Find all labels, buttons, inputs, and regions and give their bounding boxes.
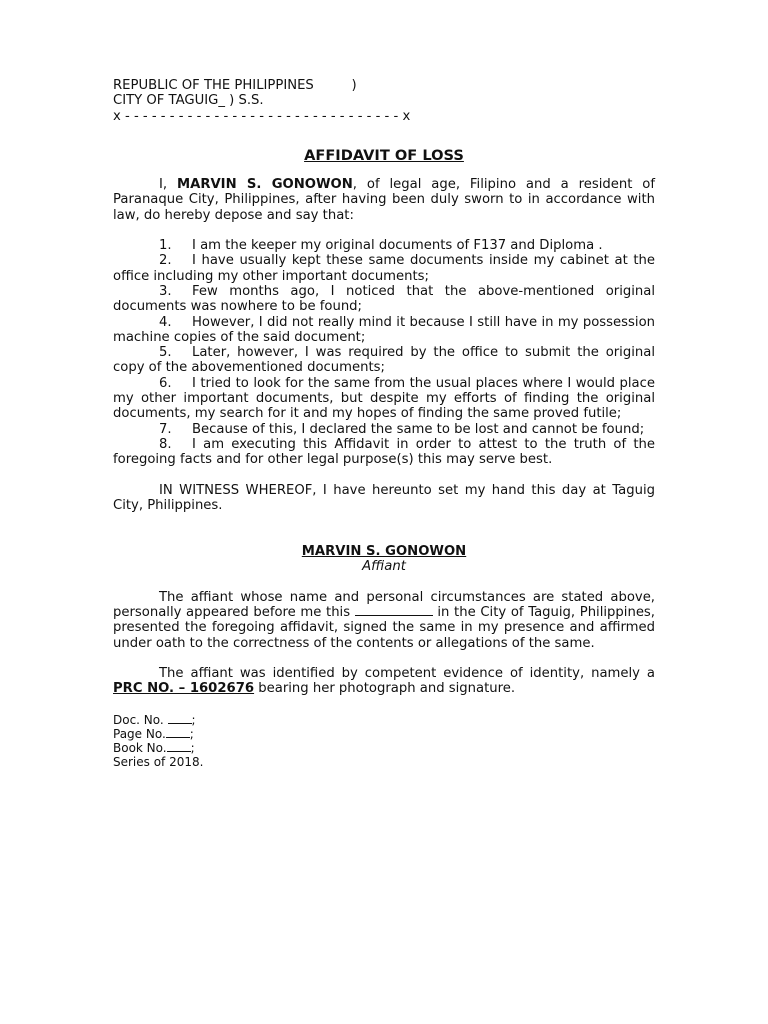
statement-number: 7. xyxy=(159,421,172,437)
identity-text-after: bearing her photograph and signature. xyxy=(254,681,516,697)
statement-text: I am the keeper my original documents of F137 and Diploma . xyxy=(192,238,603,254)
numbered-statements xyxy=(113,238,655,467)
date-blank-line xyxy=(355,605,433,616)
statement-item xyxy=(113,376,655,422)
statement-text: I tried to look for the same from the usual places where I would place my other important documents, but despite my efforts of finding the original documents, my search for it and my hopes of finding the same proved futile; xyxy=(113,375,655,422)
affiant-name: MARVIN S. GONOWON xyxy=(176,177,353,193)
statement-text: However, I did not really mind it because I still have in my possession machine copies of the said document; xyxy=(113,314,655,345)
statement-text: Because of this, I declared the same to be lost and cannot be found; xyxy=(192,421,645,437)
statement-text: Later, however, I was required by the office to submit the original copy of the abovementioned documents; xyxy=(113,345,655,376)
signature-block xyxy=(113,544,655,575)
statement-number: 2. xyxy=(159,253,172,269)
doc-number-blank xyxy=(168,714,192,724)
statement-item xyxy=(113,315,655,346)
spacer xyxy=(113,468,655,483)
statement-text: I am executing this Affidavit in order to attest to the truth of the foregoing facts and for other legal purpose(s) this may serve best. xyxy=(113,436,655,468)
spacer xyxy=(113,575,655,590)
identity-text-before: The affiant was identified by competent evidence of identity, namely a xyxy=(159,665,655,681)
series-line: Series of 2018. xyxy=(113,754,204,769)
signature-role: Affiant xyxy=(362,559,406,575)
doc-number-line: Doc. No. ; xyxy=(113,712,196,727)
affidavit-content xyxy=(113,78,655,769)
page-number-label: Page No. xyxy=(113,726,166,741)
statement-item xyxy=(113,437,655,468)
statement-number: 3. xyxy=(159,283,172,299)
statement-number: 5. xyxy=(159,345,172,361)
statement-number: 6. xyxy=(159,375,172,391)
statement-item xyxy=(113,284,655,315)
prc-number: PRC NO. – 1602676 xyxy=(113,681,255,697)
document-title: AFFIDAVIT OF LOSS xyxy=(304,146,464,164)
book-number-line: Book No. ; xyxy=(113,740,195,755)
jurat-text-before: The affiant whose name and personal circumstances are stated above, personally appeared before me this xyxy=(113,589,655,621)
doc-number-label: Doc. No. xyxy=(113,712,168,727)
page-number-blank xyxy=(166,728,190,738)
statement-number: 8. xyxy=(159,436,172,452)
witness-clause: IN WITNESS WHEREOF, I have hereunto set my hand this day at Taguig City, Philippines. xyxy=(113,482,655,513)
statement-number: 1. xyxy=(159,238,172,254)
intro-prefix: I, xyxy=(159,177,177,193)
spacer xyxy=(113,651,655,666)
book-number-blank xyxy=(167,742,191,752)
venue-caption xyxy=(113,78,655,124)
statement-item xyxy=(113,253,655,284)
identity-paragraph xyxy=(113,666,655,697)
statement-item xyxy=(113,345,655,376)
statement-item xyxy=(113,238,655,253)
statement-item xyxy=(113,422,655,437)
venue-line-city: CITY OF TAGUIG_ ) S.S. xyxy=(113,93,264,109)
intro-paragraph xyxy=(113,177,655,223)
statement-number: 4. xyxy=(159,314,172,330)
page-number-line: Page No. ; xyxy=(113,726,194,741)
venue-divider: x - - - - - - - - - - - - - - - - - - - - - - - - - - - - - - - x xyxy=(113,108,411,124)
book-number-label: Book No. xyxy=(113,740,167,755)
statement-text: Few months ago, I noticed that the above-mentioned original documents was nowhere to be found; xyxy=(113,283,655,315)
notarial-register xyxy=(113,713,655,769)
signature-name: MARVIN S. GONOWON xyxy=(301,544,467,560)
spacer xyxy=(113,223,655,238)
jurat-text-after: in the City of Taguig, Philippines, presented the foregoing affidavit, signed the same in my presence and affirmed under oath to the correctness of the contents or allegations of the same. xyxy=(113,605,655,651)
jurat-paragraph xyxy=(113,590,655,651)
statement-text: I have usually kept these same documents inside my cabinet at the office including my other important documents; xyxy=(113,253,655,284)
intro-suffix: , of legal age, Filipino and a resident of Paranaque City, Philippines, after having been duly sworn to in accordance with law, do hereby depose and say that: xyxy=(113,177,655,223)
venue-line-republic: REPUBLIC OF THE PHILIPPINES ) xyxy=(113,78,357,93)
